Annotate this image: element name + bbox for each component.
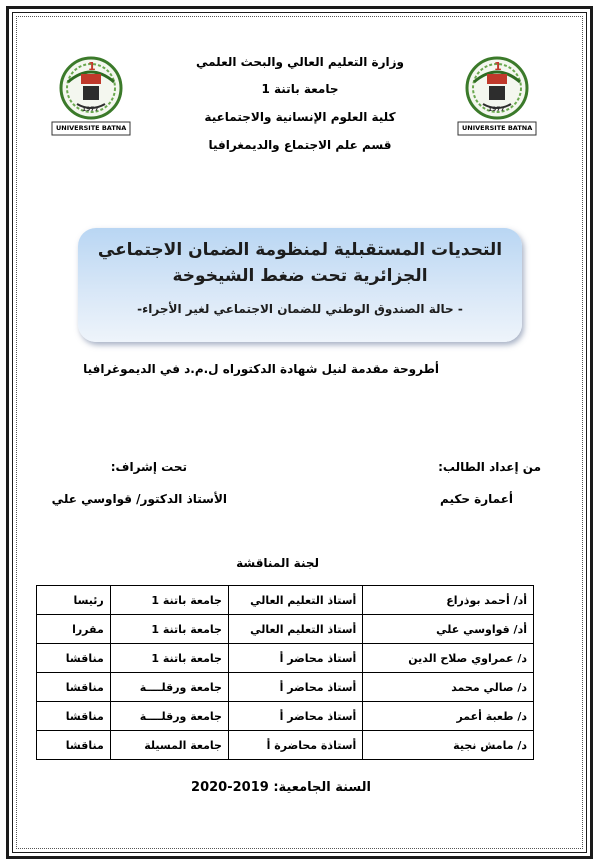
logo-caption: UNIVERSITE BATNA	[56, 124, 127, 132]
table-row	[37, 702, 534, 731]
member-university: جامعة باتنة 1	[110, 644, 228, 673]
logo-year: 1977	[488, 106, 505, 113]
member-rank: أستاذ محاضر أ	[228, 702, 362, 731]
member-name: د/ مامش نجية	[363, 731, 534, 760]
thesis-subtitle: - حالة الصندوق الوطني للضمان الاجتماعي لغير الأجراء-	[137, 302, 463, 316]
member-name: أد/ أحمد بوذراع	[363, 586, 534, 615]
university-name: جامعة باتنة 1	[261, 82, 339, 96]
member-university: جامعة ورقلــــة	[110, 673, 228, 702]
thesis-statement: أطروحة مقدمة لنيل شهادة الدكتوراه ل.م.د في الديموغرافيا	[83, 362, 439, 376]
prepared-by-label: من إعداد الطالب:	[438, 460, 541, 474]
member-university: جامعة باتنة 1	[110, 615, 228, 644]
thesis-title-line2: الجزائرية تحت ضغط الشيخوخة	[172, 266, 428, 286]
member-rank: أستاذ محاضر أ	[228, 644, 362, 673]
member-role: مناقشا	[37, 644, 111, 673]
logo-number: 1	[494, 60, 502, 73]
member-role: مناقشا	[37, 673, 111, 702]
thesis-title-line1: التحديات المستقبلية لمنظومة الضمان الاجتماعي	[97, 240, 503, 260]
member-university: جامعة ورقلــــة	[110, 702, 228, 731]
student-name: أعمارة حكيم	[440, 492, 513, 506]
faculty-name: كلية العلوم الإنسانية والاجتماعية	[204, 110, 396, 124]
member-name: د/ عمراوي صلاح الدين	[363, 644, 534, 673]
member-rank: أستاذ محاضر أ	[228, 673, 362, 702]
member-university: جامعة المسيلة	[110, 731, 228, 760]
committee-title: لجنة المناقشة	[236, 556, 319, 570]
logo-year: 1977	[82, 106, 99, 113]
member-name: د/ طعبة أعمر	[363, 702, 534, 731]
university-logo-right	[454, 52, 540, 138]
table-row	[37, 731, 534, 760]
member-role: مناقشا	[37, 702, 111, 731]
member-role: رئيسا	[37, 586, 111, 615]
member-rank: أستاذ التعليم العالي	[228, 586, 362, 615]
member-name: أد/ قواوسي علي	[363, 615, 534, 644]
university-logo-left	[48, 52, 134, 138]
logo-caption: UNIVERSITE BATNA	[462, 124, 533, 132]
member-role: مقررا	[37, 615, 111, 644]
department-name: قسم علم الاجتماع والديمغرافيا	[208, 138, 392, 152]
table-row	[37, 673, 534, 702]
member-university: جامعة باتنة 1	[110, 586, 228, 615]
ministry-name: وزارة التعليم العالي والبحث العلمي	[195, 55, 405, 69]
member-name: د/ صالي محمد	[363, 673, 534, 702]
logo-number: 1	[88, 60, 96, 73]
committee-table	[36, 585, 534, 760]
member-rank: أستاذ التعليم العالي	[228, 615, 362, 644]
academic-year: السنة الجامعية: 2019-2020	[191, 780, 371, 795]
supervision-label: تحت إشراف:	[110, 460, 187, 474]
member-role: مناقشا	[37, 731, 111, 760]
table-row	[37, 644, 534, 673]
member-rank: أستاذة محاضرة أ	[228, 731, 362, 760]
thesis-title-box	[78, 228, 522, 342]
supervisor-name: الأستاذ الدكتور/ قواوسي علي	[51, 492, 227, 506]
table-row	[37, 586, 534, 615]
table-row	[37, 615, 534, 644]
